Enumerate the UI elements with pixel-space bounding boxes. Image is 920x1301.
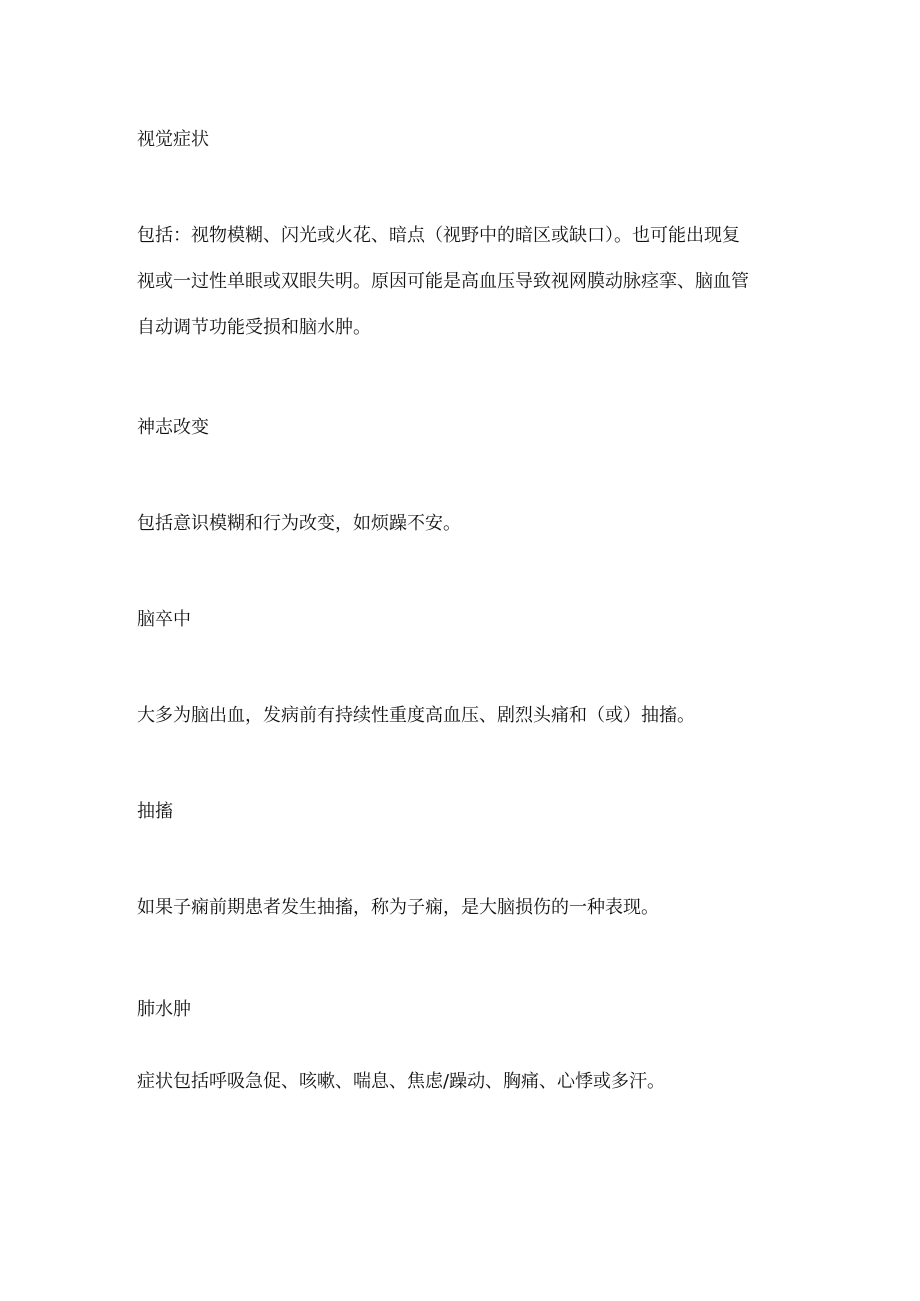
section-heading-visual-symptoms: 视觉症状 bbox=[137, 129, 209, 150]
section-heading-pulmonary-edema: 肺水肿 bbox=[137, 999, 191, 1020]
section-body-seizure bbox=[137, 899, 787, 917]
body-line: 如果子痫前期患者发生抽搐，称为子痫，是大脑损伤的一种表现。 bbox=[137, 897, 659, 918]
body-line: 包括意识模糊和行为改变，如烦躁不安。 bbox=[137, 513, 461, 534]
body-line: 视或一过性单眼或双眼失明。原因可能是高血压导致视网膜动脉痉挛、脑血管 bbox=[137, 271, 749, 292]
body-line: 大多为脑出血，发病前有持续性重度高血压、剧烈头痛和（或）抽搐。 bbox=[137, 705, 695, 726]
section-body-mental-change bbox=[137, 515, 787, 533]
section-heading-stroke: 脑卒中 bbox=[137, 609, 191, 630]
section-body-visual-symptoms bbox=[137, 213, 787, 351]
section-heading-seizure: 抽搐 bbox=[137, 801, 173, 822]
body-line: 自动调节功能受损和脑水肿。 bbox=[137, 317, 371, 338]
section-body-stroke bbox=[137, 707, 787, 725]
body-line: 包括：视物模糊、闪光或火花、暗点（视野中的暗区或缺口）。也可能出现复 bbox=[137, 225, 740, 246]
section-heading-mental-change: 神志改变 bbox=[137, 417, 209, 438]
body-line: 症状包括呼吸急促、咳嗽、喘息、焦虑/躁动、胸痛、心悸或多汗。 bbox=[137, 1071, 666, 1092]
section-body-pulmonary-edema bbox=[137, 1073, 787, 1091]
